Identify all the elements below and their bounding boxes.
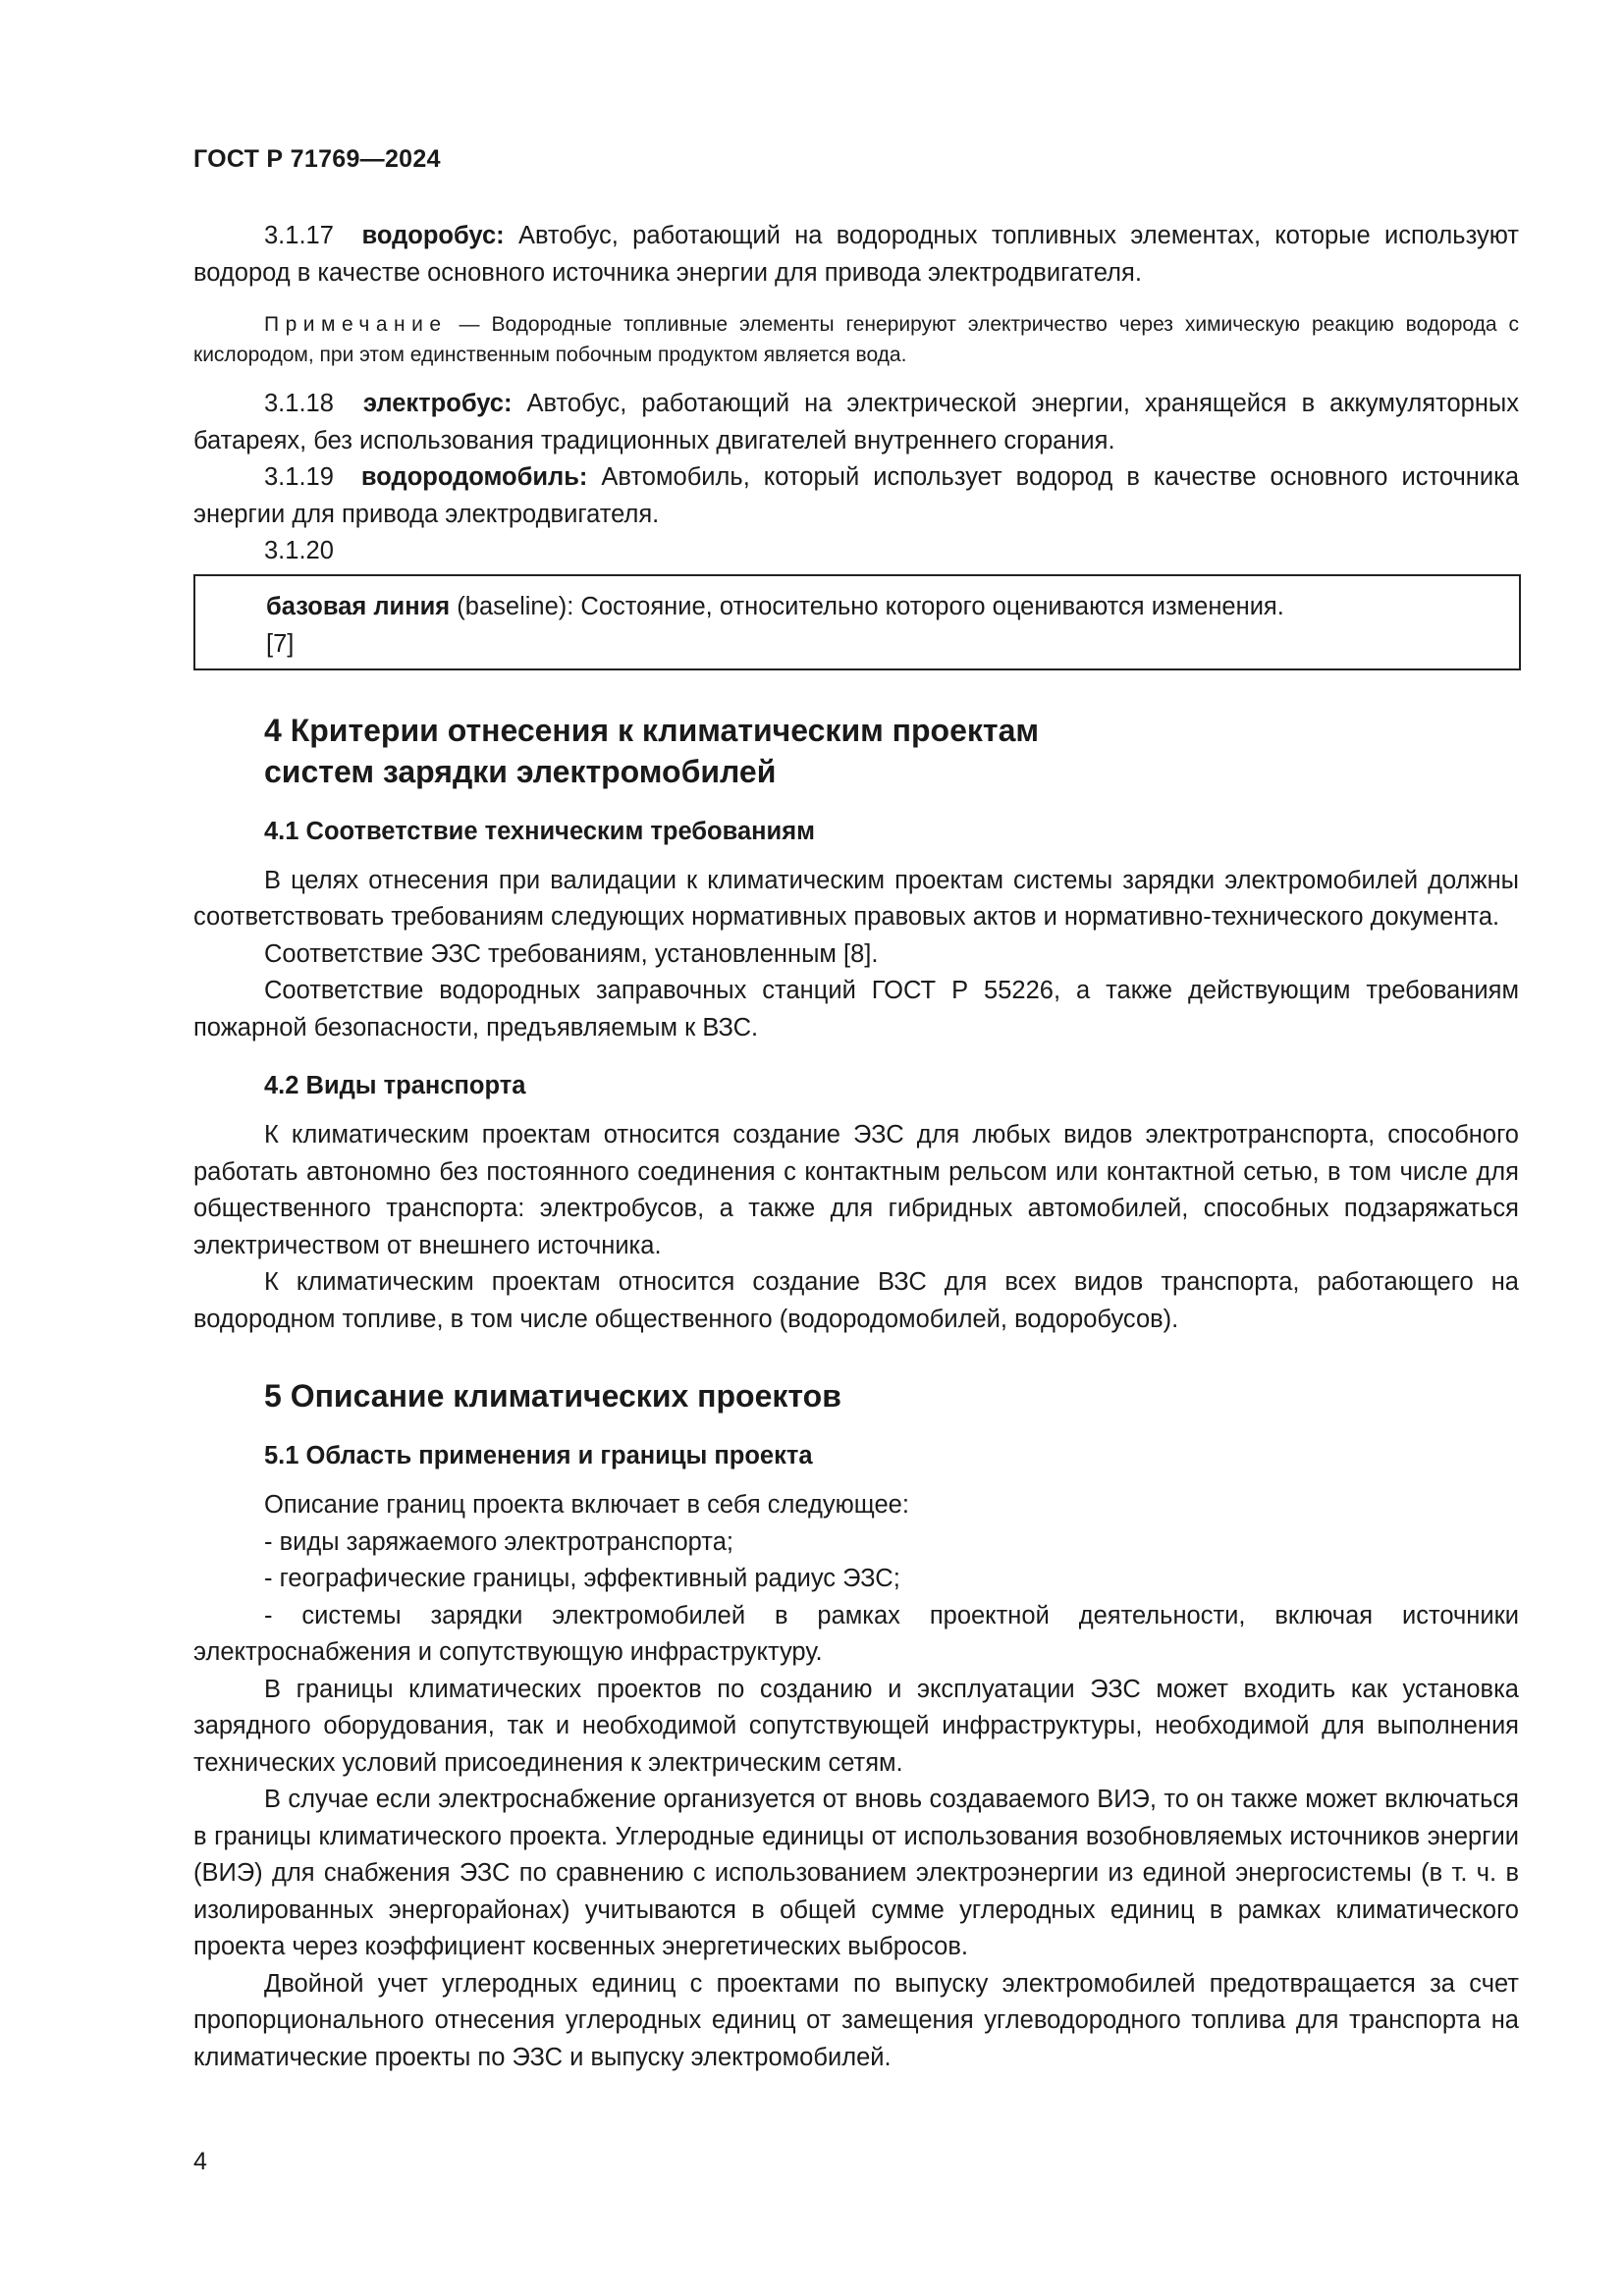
page-number: 4 xyxy=(193,2148,207,2175)
definition-ref: [7] xyxy=(266,629,295,658)
term-name: водородомобиль: xyxy=(360,463,588,491)
list-item: - системы зарядки электромобилей в рамках проектной деятельности, включая источники электроснабжения и сопутствующую инфраструктуру. xyxy=(193,1601,1519,1666)
paragraph: В границы климатических проектов по созданию и эксплуатации ЭЗС может входить как установка зарядного оборудования, так и необходимой сопутствующей инфраструктуры, необходимой для выполнения технических условий присоединения к электрическим сетям. xyxy=(193,1675,1519,1777)
paragraph: Соответствие водородных заправочных станций ГОСТ Р 55226, а также действующим требованиям пожарной безопасности, предъявляемым к ВЗС. xyxy=(193,977,1519,1041)
definition-text: (baseline): Состояние, относительно которого оцениваются изменения. xyxy=(457,592,1284,620)
term-3-1-18 xyxy=(193,386,1519,459)
subsection-5-1-title: 5.1 Область применения и границы проекта xyxy=(264,1442,813,1469)
section-4-title-line2: систем зарядки электромобилей xyxy=(264,753,777,789)
subsection-4-2-title: 4.2 Виды транспорта xyxy=(264,1072,526,1099)
term-number: 3.1.20 xyxy=(264,537,334,564)
term-definition: Автомобиль, который использует водород в качестве основного источника энергии для привода электродвигателя. xyxy=(193,463,1520,528)
paragraph: В целях отнесения при валидации к климатическим проектам системы зарядки электромобилей должны соответствовать требованиям следующих нормативных правовых актов и нормативно-технического документа. xyxy=(193,866,1519,931)
paragraph: К климатическим проектам относится создание ЭЗС для любых видов электротранспорта, способного работать автономно без постоянного соединения с контактным рельсом или контактной сетью, в том числе для общественного транспорта: электробусов, а также для гибридных автомобилей, способных подзаряжаться электричеством от внешнего источника. xyxy=(193,1121,1519,1259)
paragraph: Описание границ проекта включает в себя следующее: xyxy=(264,1491,909,1519)
definition-box xyxy=(193,574,1521,670)
list-item: - виды заряжаемого электротранспорта; xyxy=(264,1527,733,1556)
term-3-1-20 xyxy=(193,533,1519,570)
definition-term: базовая линия xyxy=(266,592,451,620)
paragraph: В случае если электроснабжение организуется от вновь создаваемого ВИЭ, то он также может включаться в границы климатического проекта. Углеродные единицы от использования возобновляемых источников энергии (ВИЭ) для снабжения ЭЗС по сравнению с использованием электроэнергии из единой энергосистемы (в т. ч. в изолированных энергорайонах) учитываются в общей сумме углеродных единиц в рамках климатического проекта через коэффициент косвенных энергетических выбросов. xyxy=(193,1786,1519,1960)
term-name: электробус: xyxy=(362,390,513,417)
note-text: — Водородные топливные элементы генерируют электричество через химическую реакцию водорода с кислородом, при этом единственным побочным продуктом является вода. xyxy=(193,313,1519,366)
term-3-1-19 xyxy=(193,459,1519,533)
term-name: водоробус: xyxy=(361,222,505,249)
paragraph: К климатическим проектам относится создание ВЗС для всех видов транспорта, работающего на водородном топливе, в том числе общественного (водородомобилей, водоробусов). xyxy=(193,1268,1519,1333)
page-content xyxy=(193,218,1519,2076)
term-number: 3.1.19 xyxy=(264,463,334,491)
subsection-4-1-title: 4.1 Соответствие техническим требованиям xyxy=(264,817,815,845)
term-number: 3.1.18 xyxy=(264,390,334,417)
list-item: - географические границы, эффективный радиус ЭЗС; xyxy=(264,1565,900,1592)
term-3-1-17 xyxy=(193,218,1519,292)
term-definition: Автобус, работающий на электрической энергии, хранящейся в аккумуляторных батареях, без использования традиционных двигателей внутреннего сгорания. xyxy=(193,390,1520,454)
term-definition: Автобус, работающий на водородных топливных элементах, которые используют водород в качестве основного источника энергии для привода электродвигателя. xyxy=(193,222,1519,287)
document-header: ГОСТ Р 71769—2024 xyxy=(193,145,441,173)
section-4-title xyxy=(193,710,1519,792)
term-number: 3.1.17 xyxy=(264,222,334,249)
paragraph: Двойной учет углеродных единиц с проектами по выпуску электромобилей предотвращается за счет пропорционального отнесения углеродных единиц от замещения углеводородного топлива для транспорта на климатические проекты по ЭЗС и выпуску электромобилей. xyxy=(193,1969,1519,2071)
paragraph: Соответствие ЭЗС требованиям, установленным [8]. xyxy=(264,939,879,968)
definition-line xyxy=(266,588,1519,625)
note-label: Примечание xyxy=(264,313,448,336)
section-4-title-line1: 4 Критерии отнесения к климатическим проектам xyxy=(264,712,1040,748)
note xyxy=(193,309,1519,370)
section-5-title: 5 Описание климатических проектов xyxy=(264,1378,841,1414)
